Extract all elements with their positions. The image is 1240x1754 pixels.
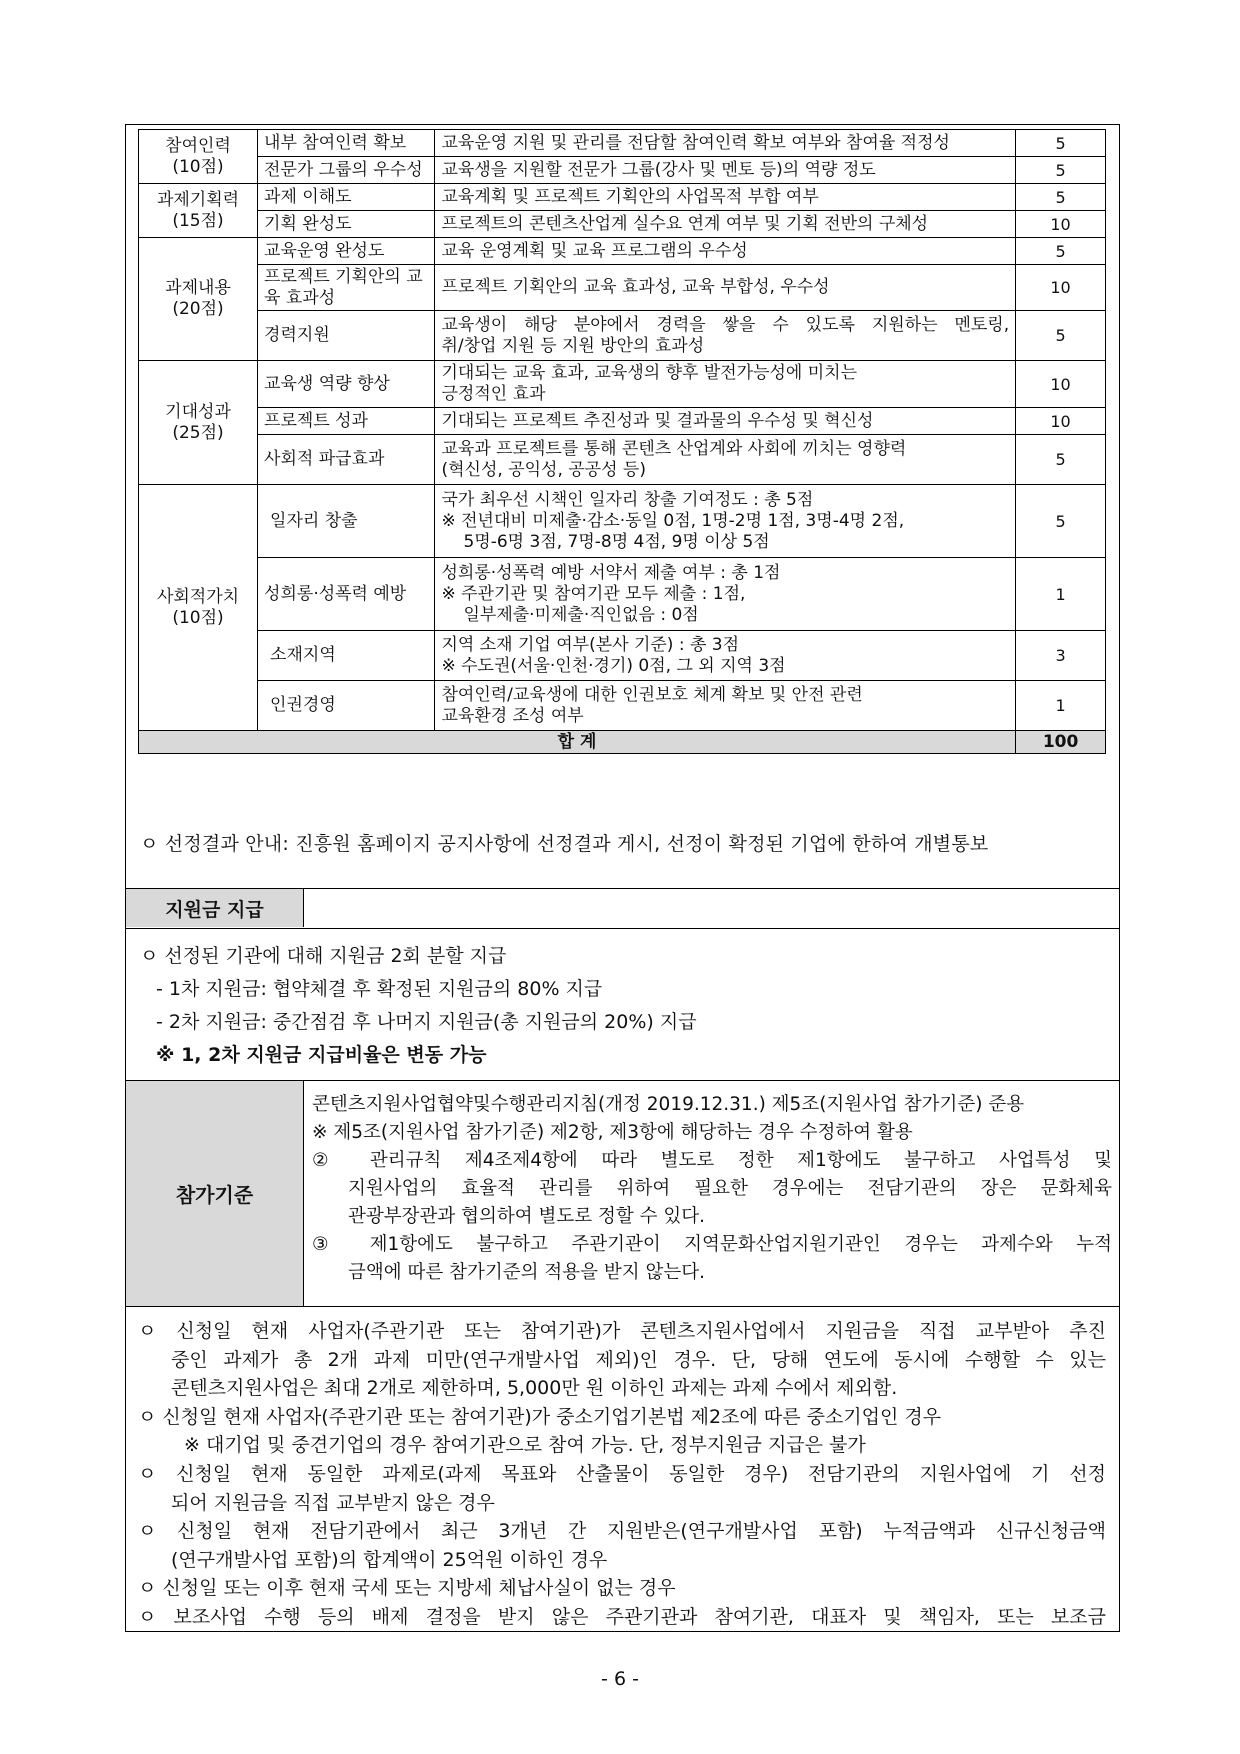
item-cell: 인권경영 — [258, 681, 435, 731]
category-cell: 과제내용 (20점) — [139, 238, 258, 361]
eligibility-line: 중인 과제가 총 2개 과제 미만(연구개발사업 제외)인 경우. 단, 당해 연도에 동시에 수행할 수 있는 — [171, 1348, 1106, 1371]
table-row — [139, 361, 1106, 408]
eligibility-line: ㅇ 신청일 또는 이후 현재 국세 또는 지방세 체납사실이 없는 경우 — [138, 1577, 676, 1600]
participation-line: 관광부장관과 협의하여 별도로 정할 수 있다. — [348, 1206, 705, 1227]
participation-line: 금액에 따른 참가기준의 적용을 받지 않는다. — [348, 1262, 705, 1283]
desc-cell: 참여인력/교육생에 대한 인권보호 체계 확보 및 안전 관련 교육환경 조성 여부 — [435, 681, 1016, 731]
desc-cell: 국가 최우선 시책인 일자리 창출 기여정도 : 총 5점 ※ 전년대비 미제출·감소·동일 0점, 1명-2명 1점, 3명-4명 2점, 5명-6명 3점, 7명-8명 4점, 9명 이상 5점 — [435, 485, 1016, 558]
table-row — [139, 265, 1106, 311]
desc-cell: 교육과 프로젝트를 통해 콘텐츠 산업계와 사회에 끼치는 영향력 (혁신성, 공익성, 공공성 등) — [435, 435, 1016, 485]
eligibility-line: 콘텐츠지원사업은 최대 2개로 제한하며, 5,000만 원 이하인 과제는 과제 수에서 제외함. — [171, 1377, 898, 1400]
score-cell: 10 — [1016, 361, 1106, 408]
table-row — [139, 408, 1106, 435]
table-row — [139, 130, 1106, 157]
desc-cell: 교육생이 해당 분야에서 경력을 쌓을 수 있도록 지원하는 멘토링, 취/창업 지원 등 지원 방안의 효과성 — [435, 311, 1016, 361]
table-row — [139, 485, 1106, 558]
document-frame — [125, 124, 1120, 1632]
total-label: 합 계 — [139, 731, 1016, 754]
eligibility-line: ㅇ 신청일 현재 사업자(주관기관 또는 참여기관)가 콘텐츠지원사업에서 지원금을 직접 교부받아 추진 — [138, 1320, 1106, 1342]
table-row — [139, 558, 1106, 631]
eligibility-line: ※ 대기업 및 중견기업의 경우 참여기관으로 참여 가능. 단, 정부지원금 지급은 불가 — [184, 1434, 866, 1457]
payment-note: ※ 1, 2차 지원금 지급비율은 변동 가능 — [156, 1044, 487, 1066]
page-number: - 6 - — [601, 1668, 639, 1690]
category-cell: 기대성과 (25점) — [139, 361, 258, 485]
score-cell: 10 — [1016, 211, 1106, 238]
score-cell: 5 — [1016, 311, 1106, 361]
evaluation-section — [126, 125, 1119, 889]
item-cell: 전문가 그룹의 우수성 — [258, 157, 435, 184]
payment-header-row — [126, 889, 1119, 929]
participation-line: ② 관리규칙 제4조제4항에 따라 별도로 정한 제1항에도 불구하고 사업특성 및 — [312, 1150, 1112, 1171]
desc-cell: 교육 운영계획 및 교육 프로그램의 우수성 — [435, 238, 1016, 265]
eligibility-line: ㅇ 신청일 현재 사업자(주관기관 또는 참여기관)가 중소기업기본법 제2조에 따른 중소기업인 경우 — [138, 1405, 942, 1428]
item-cell: 사회적 파급효과 — [258, 435, 435, 485]
total-row — [139, 731, 1106, 754]
score-cell: 5 — [1016, 184, 1106, 211]
selection-notice: ㅇ 선정결과 안내: 진흥원 홈페이지 공지사항에 선정결과 게시, 선정이 확정된 기업에 한하여 개별통보 — [140, 833, 989, 855]
eligibility-section — [126, 1307, 1119, 1631]
payment-line: - 2차 지원금: 중간점검 후 나머지 지원금(총 지원금의 20%) 지급 — [156, 1011, 697, 1033]
table-row — [139, 211, 1106, 238]
eligibility-line: ㅇ 보조사업 수행 등의 배제 결정을 받지 않은 주관기관과 참여기관, 대표자 및 책임자, 또는 보조금 — [138, 1605, 1106, 1628]
score-cell: 5 — [1016, 130, 1106, 157]
desc-cell: 프로젝트의 콘텐츠산업계 실수요 연계 여부 및 기획 전반의 구체성 — [435, 211, 1016, 238]
participation-line: 지원사업의 효율적 관리를 위하여 필요한 경우에는 전담기관의 장은 문화체육 — [348, 1178, 1112, 1199]
participation-section — [126, 1081, 1119, 1307]
table-row — [139, 184, 1106, 211]
item-cell: 기획 완성도 — [258, 211, 435, 238]
table-row — [139, 157, 1106, 184]
eligibility-line: 되어 지원금을 직접 교부받지 않은 경우 — [171, 1491, 495, 1514]
total-score: 100 — [1016, 731, 1106, 754]
item-cell: 프로젝트 기획안의 교육 효과성 — [258, 265, 435, 311]
item-cell: 일자리 창출 — [258, 485, 435, 558]
table-row — [139, 311, 1106, 361]
eligibility-line: (연구개발사업 포함)의 합계액이 25억원 이하인 경우 — [171, 1548, 608, 1571]
payment-line: - 1차 지원금: 협약체결 후 확정된 지원금의 80% 지급 — [156, 978, 603, 1000]
desc-cell: 기대되는 프로젝트 추진성과 및 결과물의 우수성 및 혁신성 — [435, 408, 1016, 435]
evaluation-criteria-table — [138, 129, 1106, 754]
participation-body — [312, 1091, 1112, 1287]
item-cell: 소재지역 — [258, 631, 435, 681]
item-cell: 과제 이해도 — [258, 184, 435, 211]
desc-cell: 성희롱·성폭력 예방 서약서 제출 여부 : 총 1점 ※ 주관기관 및 참여기관 모두 제출 : 1점, 일부제출·미제출·직인없음 : 0점 — [435, 558, 1016, 631]
payment-line: ㅇ 선정된 기관에 대해 지원금 2회 분할 지급 — [140, 945, 507, 967]
score-cell: 5 — [1016, 238, 1106, 265]
eligibility-line: ㅇ 신청일 현재 전담기관에서 최근 3개년 간 지원받은(연구개발사업 포함) 누적금액과 신규신청금액 — [138, 1520, 1106, 1543]
category-cell: 과제기획력 (15점) — [139, 184, 258, 238]
score-cell: 3 — [1016, 631, 1106, 681]
item-cell: 프로젝트 성과 — [258, 408, 435, 435]
item-cell: 내부 참여인력 확보 — [258, 130, 435, 157]
score-cell: 5 — [1016, 435, 1106, 485]
table-row — [139, 435, 1106, 485]
score-cell: 10 — [1016, 408, 1106, 435]
item-cell: 경력지원 — [258, 311, 435, 361]
eligibility-body — [138, 1317, 1106, 1632]
score-cell: 10 — [1016, 265, 1106, 311]
participation-label: 참가기준 — [126, 1081, 304, 1306]
category-cell: 사회적가치 (10점) — [139, 485, 258, 731]
table-row — [139, 238, 1106, 265]
desc-cell: 교육생을 지원할 전문가 그룹(강사 및 멘토 등)의 역량 정도 — [435, 157, 1016, 184]
payment-section — [126, 929, 1119, 1081]
desc-cell: 교육계획 및 프로젝트 기획안의 사업목적 부합 여부 — [435, 184, 1016, 211]
score-cell: 1 — [1016, 681, 1106, 731]
score-cell: 5 — [1016, 485, 1106, 558]
score-cell: 1 — [1016, 558, 1106, 631]
score-cell: 5 — [1016, 157, 1106, 184]
item-cell: 교육생 역량 향상 — [258, 361, 435, 408]
table-row — [139, 681, 1106, 731]
participation-line: ※ 제5조(지원사업 참가기준) 제2항, 제3항에 해당하는 경우 수정하여 활용 — [312, 1122, 913, 1143]
participation-line: 콘텐츠지원사업협약및수행관리지침(개정 2019.12.31.) 제5조(지원사업 참가기준) 준용 — [312, 1094, 1025, 1115]
participation-line: ③ 제1항에도 불구하고 주관기관이 지역문화산업지원기관인 경우는 과제수와 누적 — [312, 1234, 1112, 1255]
category-cell: 참여인력 (10점) — [139, 130, 258, 184]
desc-cell: 기대되는 교육 효과, 교육생의 향후 발전가능성에 미치는 긍정적인 효과 — [435, 361, 1016, 408]
eligibility-line: ㅇ 신청일 현재 동일한 과제로(과제 목표와 산출물이 동일한 경우) 전담기관의 지원사업에 기 선정 — [138, 1462, 1106, 1485]
table-row — [139, 631, 1106, 681]
payment-header-label: 지원금 지급 — [126, 889, 304, 927]
desc-cell: 프로젝트 기획안의 교육 효과성, 교육 부합성, 우수성 — [435, 265, 1016, 311]
desc-cell: 지역 소재 기업 여부(본사 기준) : 총 3점 ※ 수도권(서울·인천·경기) 0점, 그 외 지역 3점 — [435, 631, 1016, 681]
desc-cell: 교육운영 지원 및 관리를 전담할 참여인력 확보 여부와 참여율 적정성 — [435, 130, 1016, 157]
item-cell: 성희롱·성폭력 예방 — [258, 558, 435, 631]
item-cell: 교육운영 완성도 — [258, 238, 435, 265]
